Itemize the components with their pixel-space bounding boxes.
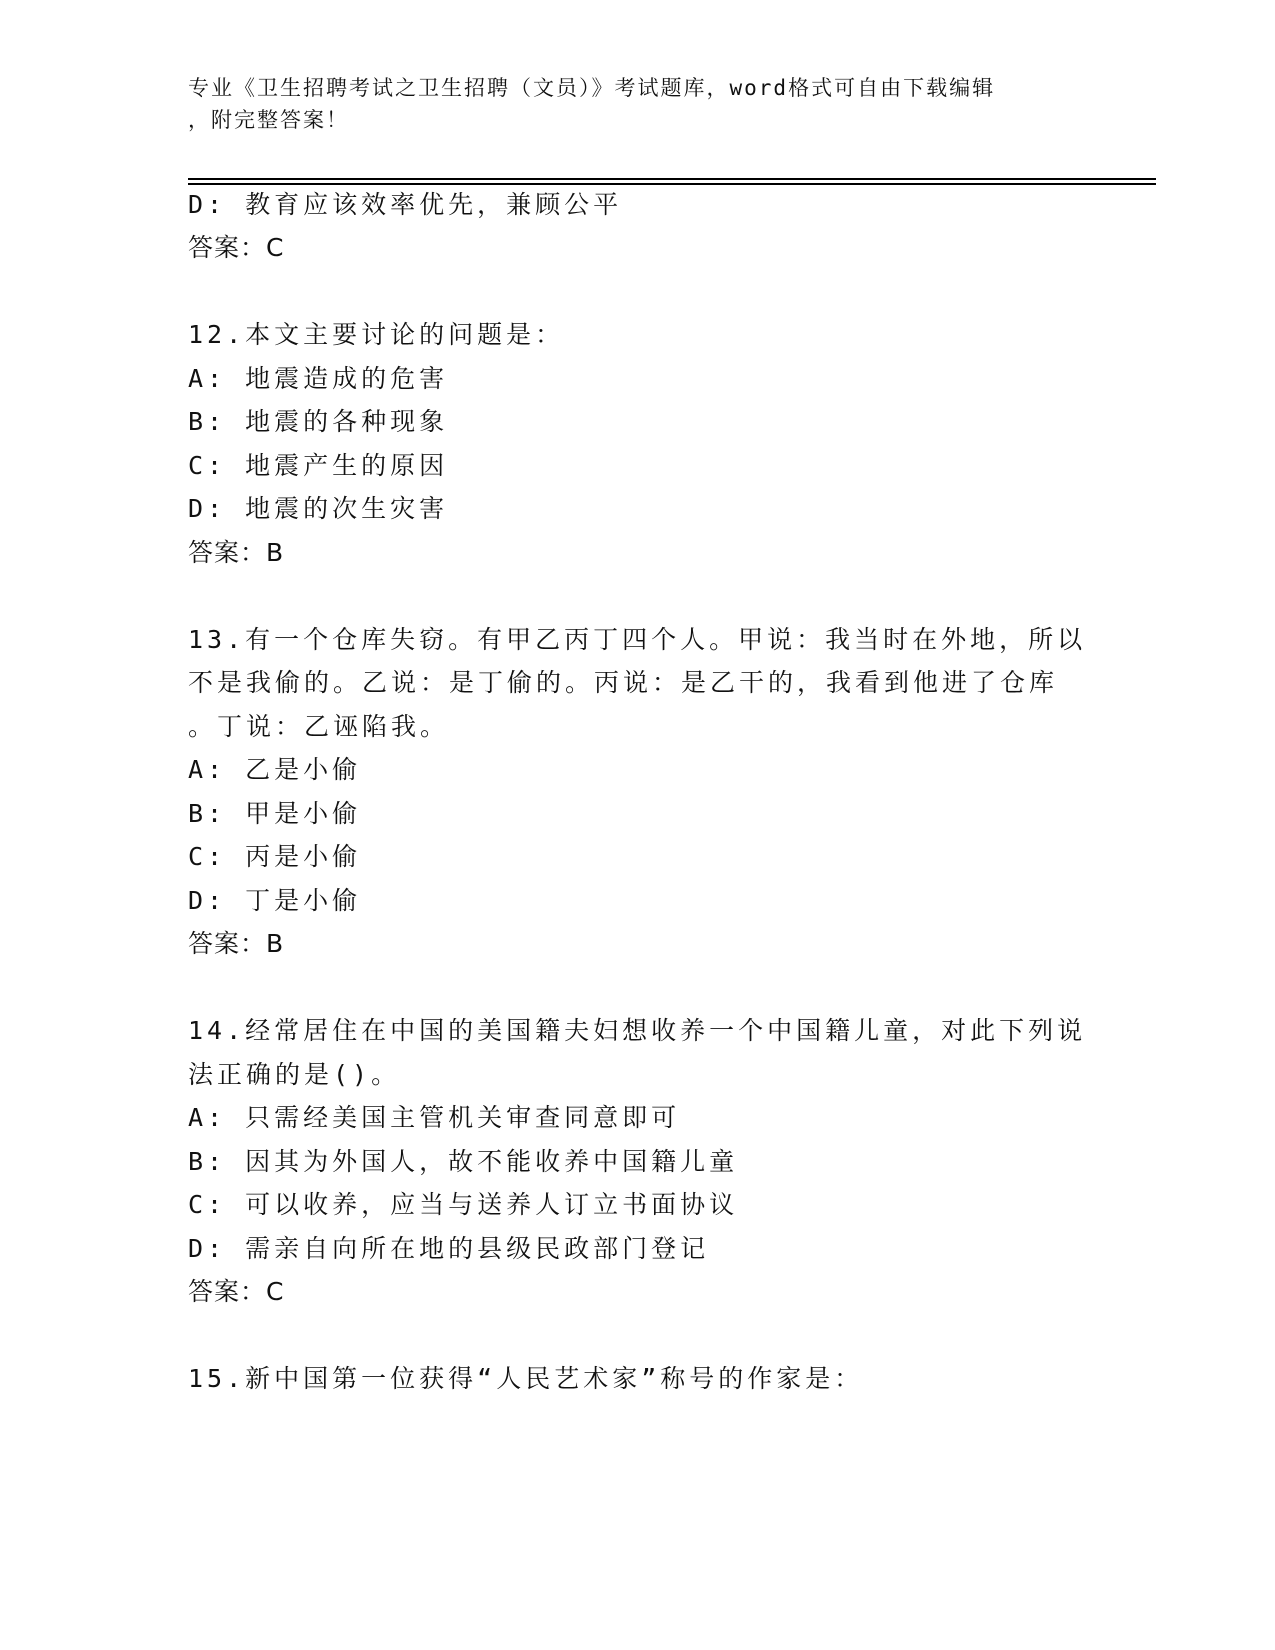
option-a: A: 乙是小偷 (188, 755, 362, 784)
question-stem: 12.本文主要讨论的问题是： (188, 320, 565, 349)
option-b: B: 地震的各种现象 (188, 407, 449, 436)
header-divider-top (188, 178, 1156, 180)
answer-line: 答案：C (188, 233, 285, 262)
answer-line: 答案：B (188, 929, 285, 958)
question-stem: 15.新中国第一位获得“人民艺术家”称号的作家是： (188, 1364, 864, 1393)
answer-line: 答案：B (188, 538, 285, 567)
option-c: C: 地震产生的原因 (188, 451, 449, 480)
option-d: D: 地震的次生灾害 (188, 494, 449, 523)
option-b: B: 因其为外国人，故不能收养中国籍儿童 (188, 1147, 739, 1176)
option-a: A: 只需经美国主管机关审查同意即可 (188, 1103, 681, 1132)
question-stem: 不是我偷的。乙说：是丁偷的。丙说：是乙干的，我看到他进了仓库 (188, 668, 1059, 697)
page-header (188, 72, 1068, 136)
option-c: C: 丙是小偷 (188, 842, 362, 871)
option-a: A: 地震造成的危害 (188, 364, 449, 393)
question-stem: 法正确的是()。 (188, 1060, 401, 1089)
option-d: D: 教育应该效率优先，兼顾公平 (188, 190, 623, 219)
header-title-line-2: ，附完整答案！ (188, 108, 349, 132)
question-stem: 13.有一个仓库失窃。有甲乙丙丁四个人。甲说：我当时在外地，所以 (188, 625, 1087, 654)
option-d: D: 丁是小偷 (188, 886, 362, 915)
answer-line: 答案：C (188, 1277, 285, 1306)
option-c: C: 可以收养，应当与送养人订立书面协议 (188, 1190, 739, 1219)
option-d: D: 需亲自向所在地的县级民政部门登记 (188, 1234, 710, 1263)
question-stem: 14.经常居住在中国的美国籍夫妇想收养一个中国籍儿童，对此下列说 (188, 1016, 1087, 1045)
question-stem: 。丁说：乙诬陷我。 (188, 712, 450, 741)
header-title-line-1: 专业《卫生招聘考试之卫生招聘（文员）》考试题库，word格式可自由下载编辑 (188, 76, 996, 100)
header-divider-bottom (188, 183, 1156, 185)
option-b: B: 甲是小偷 (188, 799, 362, 828)
